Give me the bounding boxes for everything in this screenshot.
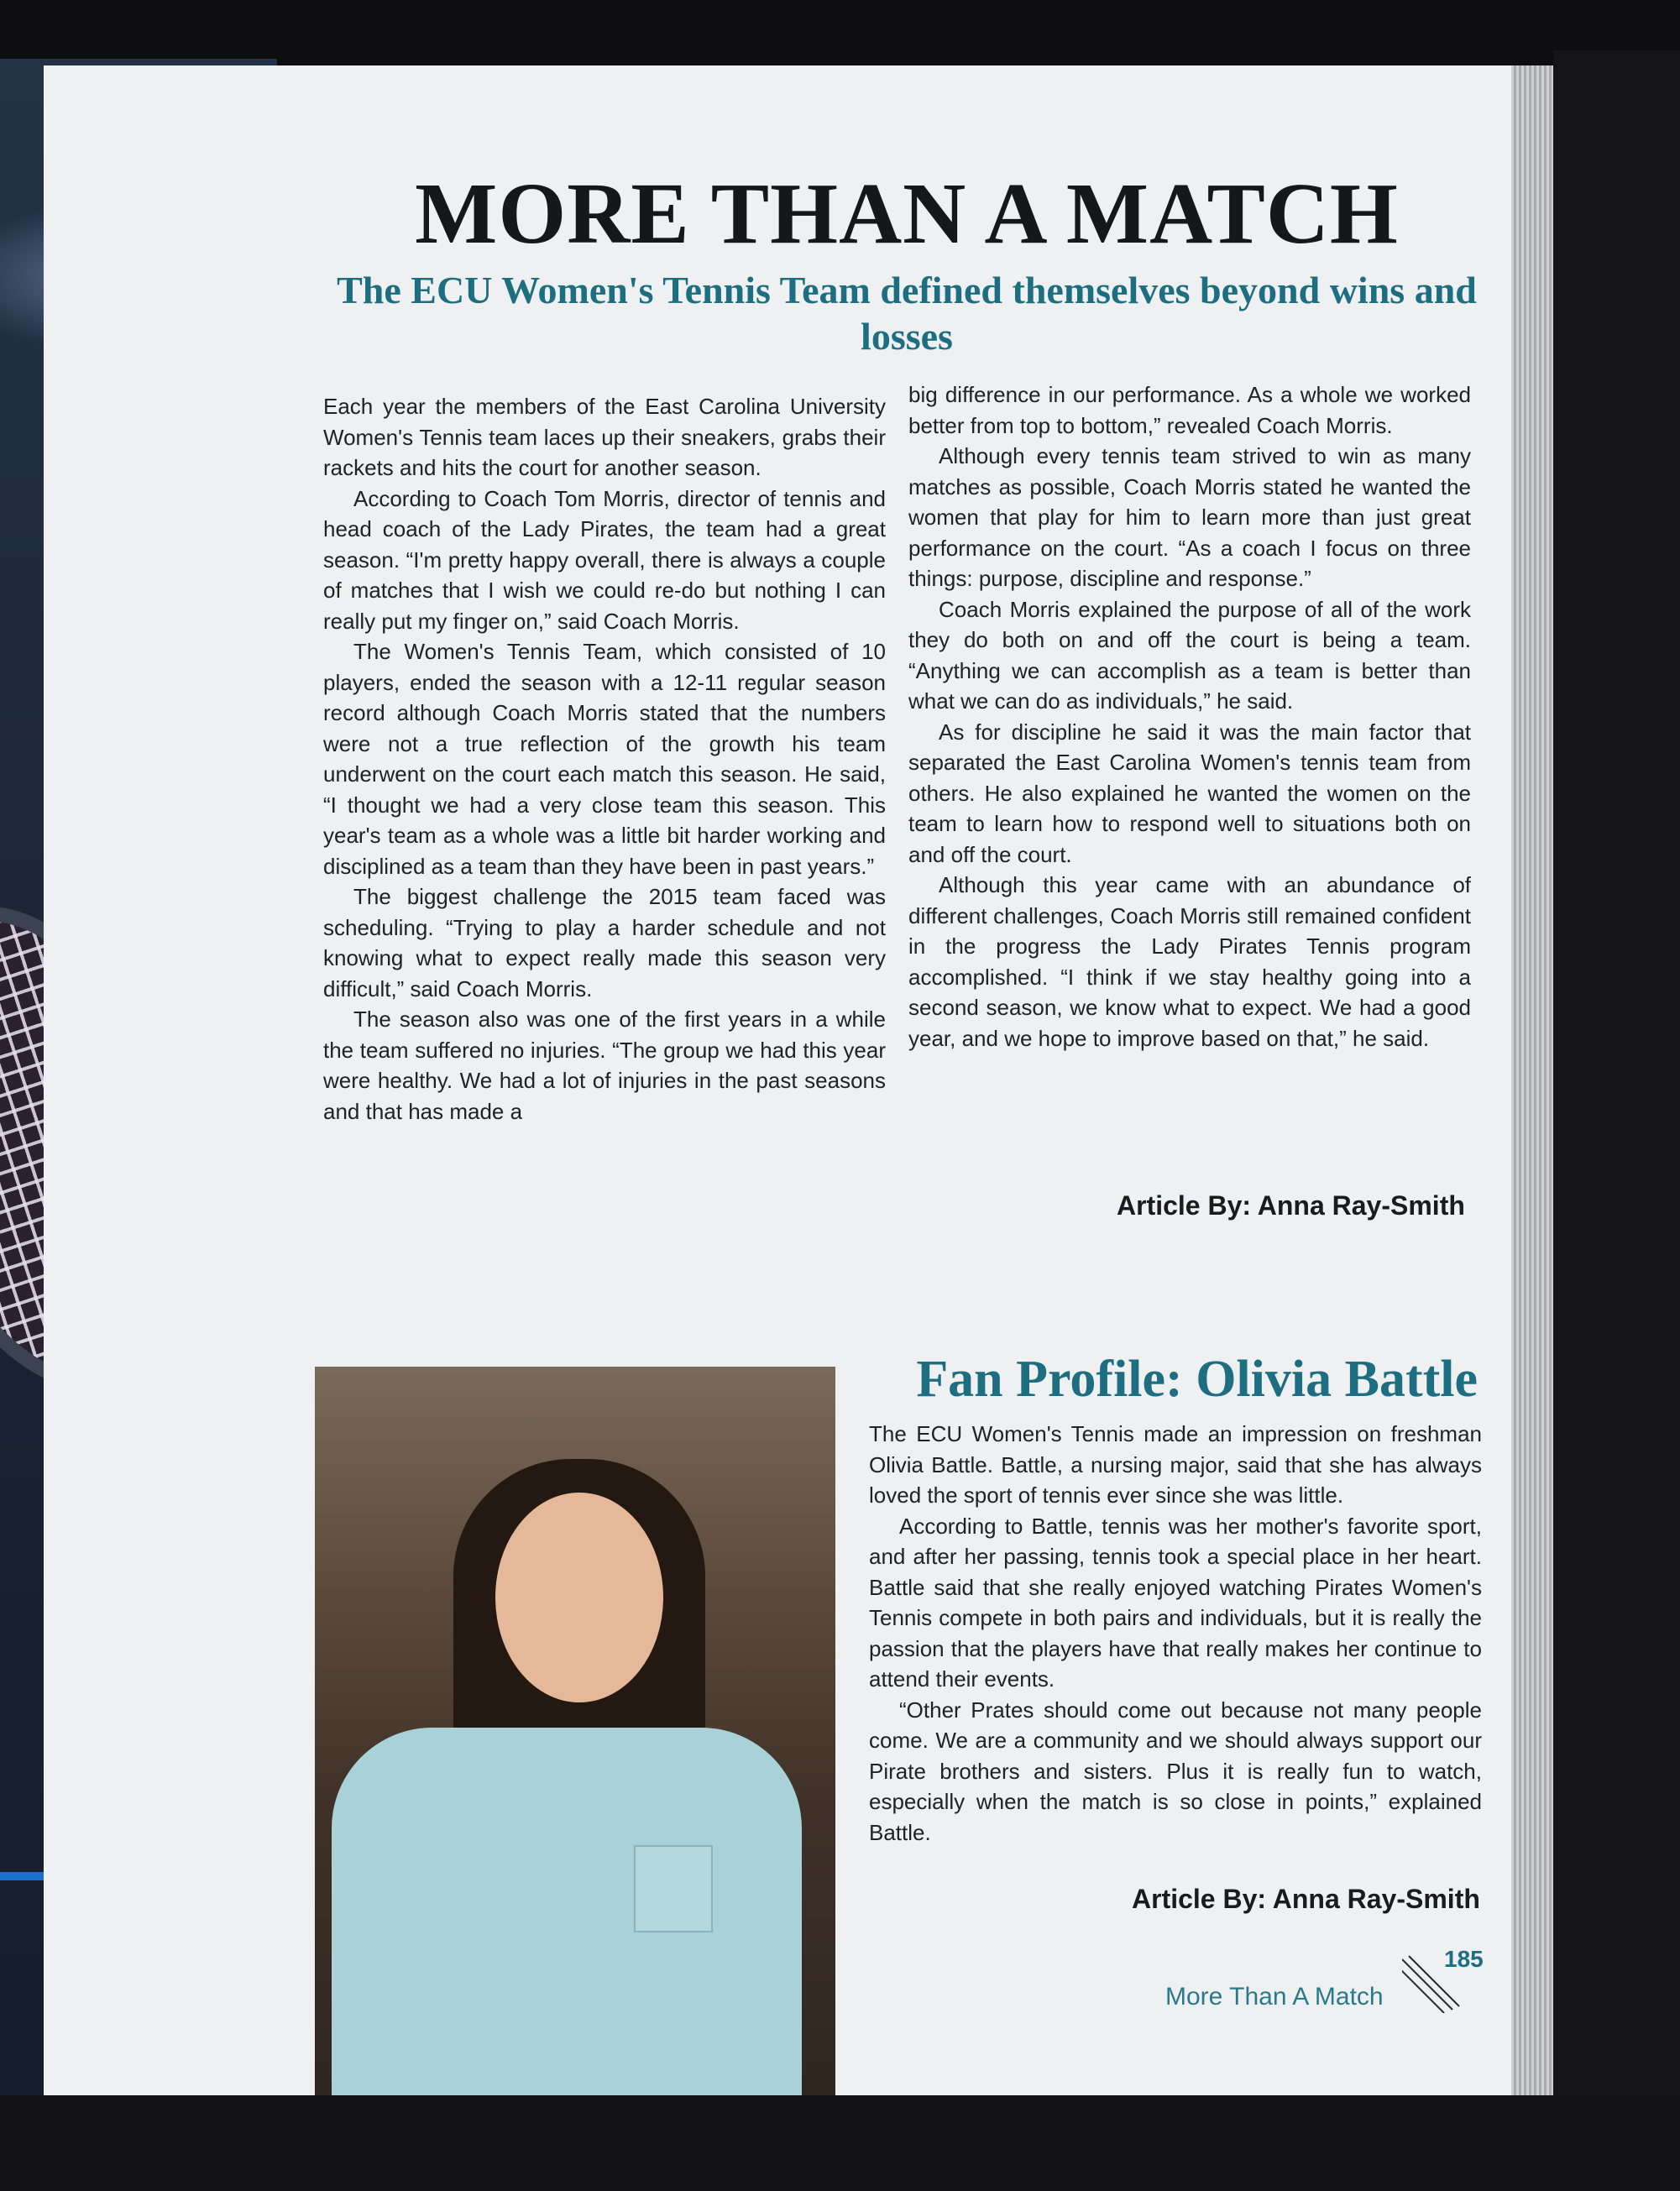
- book-bottom: [0, 2095, 1680, 2191]
- footer-section-label: More Than A Match: [1165, 1983, 1384, 2011]
- page-content: [277, 65, 1511, 2095]
- page-title: MORE THAN A MATCH: [415, 165, 1399, 262]
- fan-portrait-photo: [315, 1367, 835, 2095]
- article-column-right: [908, 379, 1471, 1054]
- article-paragraph: According to Coach Tom Morris, director of tennis and head coach of the Lady Pirates, the team had a great season. “I'm pretty happy overall, there is always a couple of matches that I wish we could re-do but nothing I can really put my finger on,” said Coach Morris.: [323, 485, 886, 634]
- article-paragraph: Although this year came with an abundance of different challenges, Coach Morris still remained confident in the progress the Lady Pirates Tennis program accomplished. “I think if we stay healthy going into a second season, we know what to expect. We had a good year, and we hope to improve based on that,” he said.: [908, 872, 1471, 1051]
- portrait-shirt-pocket: [634, 1845, 713, 1932]
- article-paragraph: The season also was one of the first years in a while the team suffered no injuries. “The group we had this year were healthy. We had a lot of injuries in the past seasons and that has made a: [323, 1007, 886, 1124]
- article-paragraph: big difference in our performance. As a whole we worked better from top to bottom,” revealed Coach Morris.: [908, 382, 1471, 438]
- book-cover-right: [1553, 50, 1680, 2107]
- page-subtitle: The ECU Women's Tennis Team defined themselves beyond wins and losses: [337, 269, 1477, 358]
- fan-paragraph: According to Battle, tennis was her mother's favorite sport, and after her passing, tennis took a special place in her heart. Battle said that she really enjoyed watching Pirates Women's Tennis compete in both pairs and individuals, but it is really the passion that the players have that really makes her continue to attend their events.: [869, 1513, 1482, 1692]
- fan-profile-byline: Article By: Anna Ray-Smith: [1132, 1884, 1480, 1914]
- article-paragraph: The biggest challenge the 2015 team faced was scheduling. “Trying to play a harder schedule and not knowing what to expect really made this season very difficult,” said Coach Morris.: [323, 884, 886, 1001]
- fan-profile-text: [869, 1419, 1482, 1848]
- portrait-shirt: [332, 1728, 802, 2095]
- page-number: 185: [1444, 1946, 1484, 1972]
- article-paragraph: Coach Morris explained the purpose of all of the work they do both on and off the court is being a team. “Anything we can accomplish as a team is better than what we can do as individuals,” he said.: [908, 596, 1471, 714]
- article-paragraph: Each year the members of the East Carolina University Women's Tennis team laces up their sneakers, grabs their rackets and hits the court for another season.: [323, 394, 886, 480]
- article-paragraph: The Women's Tennis Team, which consisted of 10 players, ended the season with a 12-11 regular season record although Coach Morris stated that the numbers were not a true reflection of the growth his team underwent on the court each match this season. He said, “I thought we had a very close team this season. This year's team as a whole was a little bit harder working and disciplined as a team than they have been in past years.”: [323, 639, 886, 879]
- article-paragraph: Although every tennis team strived to win as many matches as possible, Coach Morris stated he wanted the women that play for him to learn more than just great performance on the court. “As a coach I focus on three things: purpose, discipline and response.”: [908, 443, 1471, 591]
- fan-profile-title: Fan Profile: Olivia Battle: [916, 1351, 1478, 1408]
- fan-paragraph: The ECU Women's Tennis made an impression on freshman Olivia Battle. Battle, a nursing major, said that she has always loved the sport of tennis ever since she was little.: [869, 1421, 1482, 1508]
- page-stack-edge: [1511, 65, 1553, 2095]
- fan-paragraph: “Other Prates should come out because not many people come. We are a community and we should always support our Pirate brothers and sisters. Plus it is really fun to watch, especially when the match is so close in points,” explained Battle.: [869, 1697, 1482, 1845]
- article-column-left: [323, 391, 886, 1127]
- article-paragraph: As for discipline he said it was the main factor that separated the East Carolina Women's tennis team from others. He also explained he wanted the women on the team to learn how to respond well to situations both on and off the court.: [908, 719, 1471, 867]
- portrait-face: [495, 1493, 663, 1702]
- article-byline: Article By: Anna Ray-Smith: [1117, 1190, 1465, 1221]
